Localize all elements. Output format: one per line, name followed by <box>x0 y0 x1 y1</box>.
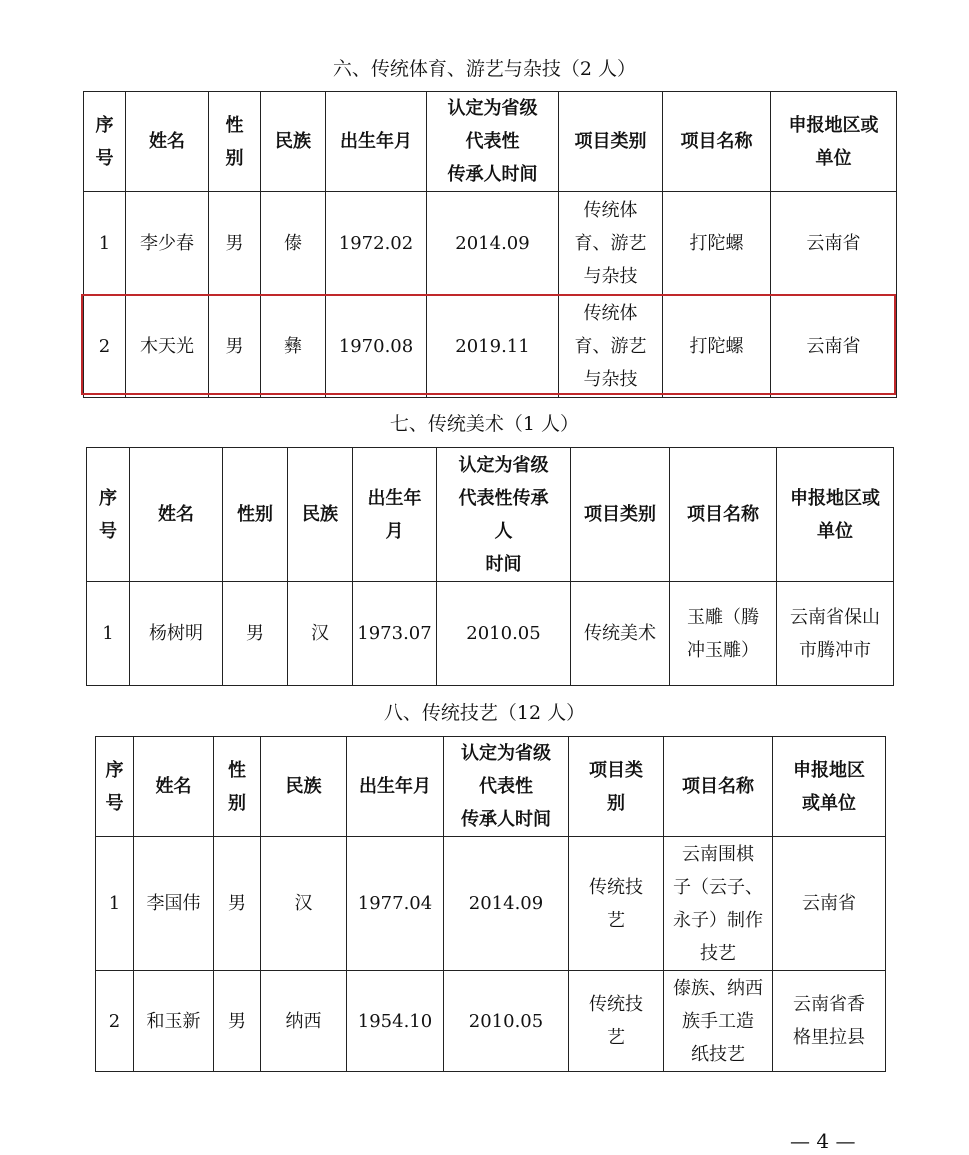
header-gender: 性 别 <box>209 92 261 192</box>
cell-category: 传统技 艺 <box>569 971 664 1072</box>
cell-project: 玉雕（腾 冲玉雕） <box>670 582 777 686</box>
table-row <box>87 582 894 686</box>
header-name: 姓名 <box>126 92 209 192</box>
table-traditional-sports <box>83 91 897 398</box>
cell-category: 传统美术 <box>571 582 670 686</box>
cell-gender: 男 <box>223 582 288 686</box>
table-row <box>84 192 897 295</box>
header-name: 姓名 <box>130 448 223 582</box>
cell-project: 打陀螺 <box>663 192 771 295</box>
header-recognized-date: 认定为省级 代表性传承 人 时间 <box>437 448 571 582</box>
header-birth: 出生年月 <box>347 737 444 837</box>
header-ethnicity: 民族 <box>261 92 326 192</box>
cell-project: 傣族、纳西 族手工造 纸技艺 <box>664 971 773 1072</box>
cell-birth: 1954.10 <box>347 971 444 1072</box>
cell-region: 云南省 <box>771 192 897 295</box>
cell-birth: 1970.08 <box>326 295 427 398</box>
header-category: 项目类别 <box>571 448 670 582</box>
header-region: 申报地区 或单位 <box>773 737 886 837</box>
cell-region: 云南省保山 市腾冲市 <box>777 582 894 686</box>
cell-birth: 1972.02 <box>326 192 427 295</box>
header-birth: 出生年月 <box>326 92 427 192</box>
table-row <box>96 971 886 1072</box>
header-project: 项目名称 <box>663 92 771 192</box>
cell-region: 云南省香 格里拉县 <box>773 971 886 1072</box>
cell-seq: 1 <box>96 837 134 971</box>
header-gender: 性别 <box>223 448 288 582</box>
header-ethnicity: 民族 <box>288 448 353 582</box>
table-traditional-craft <box>95 736 886 1072</box>
cell-category: 传统体 育、游艺 与杂技 <box>559 192 663 295</box>
cell-gender: 男 <box>209 192 261 295</box>
cell-gender: 男 <box>214 837 261 971</box>
header-project: 项目名称 <box>664 737 773 837</box>
header-seq: 序 号 <box>87 448 130 582</box>
header-gender: 性 别 <box>214 737 261 837</box>
cell-gender: 男 <box>209 295 261 398</box>
table-row-highlighted <box>84 295 897 398</box>
cell-ethnicity: 汉 <box>261 837 347 971</box>
page-number: — 4 — <box>790 1129 856 1153</box>
cell-recognized-date: 2019.11 <box>427 295 559 398</box>
cell-seq: 1 <box>87 582 130 686</box>
cell-category: 传统体 育、游艺 与杂技 <box>559 295 663 398</box>
cell-seq: 2 <box>84 295 126 398</box>
cell-name: 李国伟 <box>134 837 214 971</box>
cell-ethnicity: 彝 <box>261 295 326 398</box>
header-name: 姓名 <box>134 737 214 837</box>
table-header-row <box>87 448 894 582</box>
header-seq: 序 号 <box>84 92 126 192</box>
table-header-row <box>96 737 886 837</box>
table-header-row <box>84 92 897 192</box>
cell-birth: 1977.04 <box>347 837 444 971</box>
cell-seq: 2 <box>96 971 134 1072</box>
table-traditional-art <box>86 447 894 686</box>
section-title-traditional-craft: 八、传统技艺（12 人） <box>383 702 586 724</box>
header-category: 项目类 别 <box>569 737 664 837</box>
cell-region: 云南省 <box>773 837 886 971</box>
cell-birth: 1973.07 <box>353 582 437 686</box>
header-seq: 序 号 <box>96 737 134 837</box>
header-ethnicity: 民族 <box>261 737 347 837</box>
cell-region: 云南省 <box>771 295 897 398</box>
header-recognized-date: 认定为省级 代表性 传承人时间 <box>444 737 569 837</box>
table-row <box>96 837 886 971</box>
cell-name: 木天光 <box>126 295 209 398</box>
cell-ethnicity: 纳西 <box>261 971 347 1072</box>
cell-name: 李少春 <box>126 192 209 295</box>
cell-ethnicity: 傣 <box>261 192 326 295</box>
cell-project: 云南围棋 子（云子、 永子）制作 技艺 <box>664 837 773 971</box>
header-category: 项目类别 <box>559 92 663 192</box>
header-region: 申报地区或 单位 <box>777 448 894 582</box>
cell-category: 传统技 艺 <box>569 837 664 971</box>
header-recognized-date: 认定为省级 代表性 传承人时间 <box>427 92 559 192</box>
cell-recognized-date: 2010.05 <box>437 582 571 686</box>
cell-recognized-date: 2010.05 <box>444 971 569 1072</box>
header-birth: 出生年 月 <box>353 448 437 582</box>
section-title-traditional-sports: 六、传统体育、游艺与杂技（2 人） <box>332 58 637 80</box>
header-region: 申报地区或 单位 <box>771 92 897 192</box>
cell-gender: 男 <box>214 971 261 1072</box>
cell-recognized-date: 2014.09 <box>427 192 559 295</box>
cell-name: 和玉新 <box>134 971 214 1072</box>
header-project: 项目名称 <box>670 448 777 582</box>
cell-seq: 1 <box>84 192 126 295</box>
cell-name: 杨树明 <box>130 582 223 686</box>
cell-recognized-date: 2014.09 <box>444 837 569 971</box>
section-title-traditional-art: 七、传统美术（1 人） <box>389 413 580 435</box>
cell-project: 打陀螺 <box>663 295 771 398</box>
cell-ethnicity: 汉 <box>288 582 353 686</box>
